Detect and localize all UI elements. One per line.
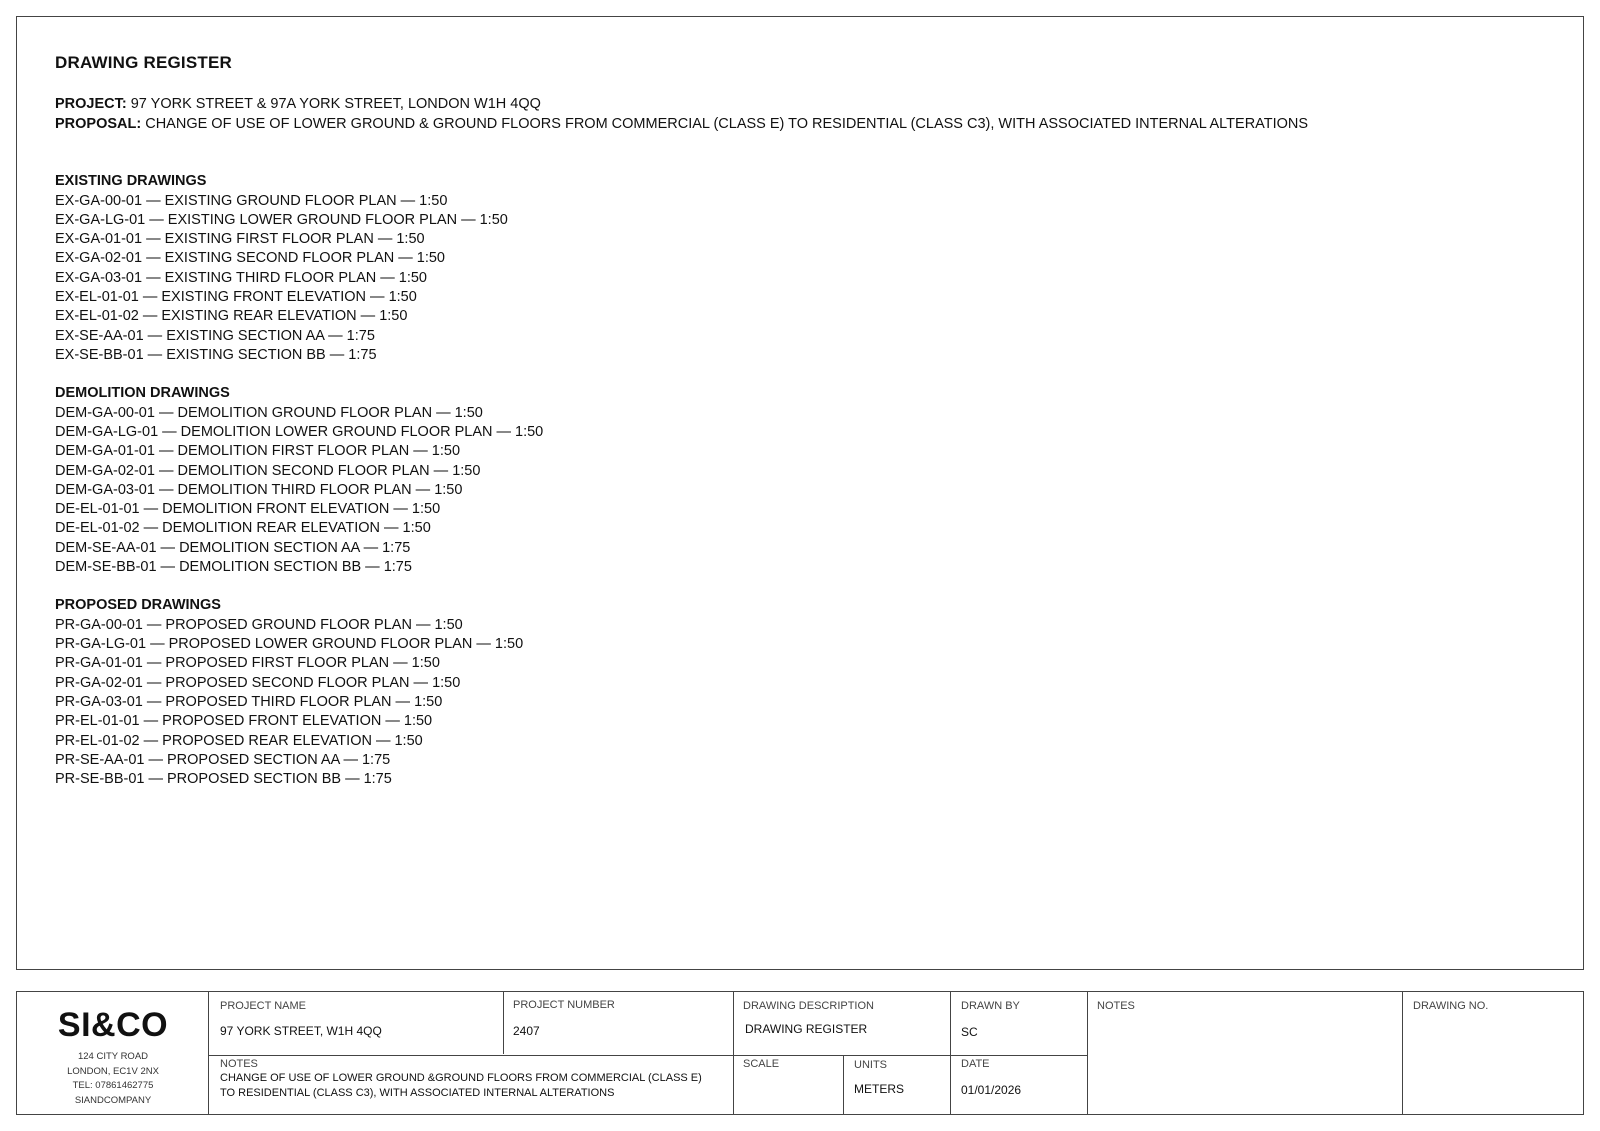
list-item: DE-EL-01-01 — DEMOLITION FRONT ELEVATION — 1:50 xyxy=(55,501,441,518)
company-logo: SI&CO xyxy=(57,1006,169,1044)
list-item: EX-GA-00-01 — EXISTING GROUND FLOOR PLAN — 1:50 xyxy=(55,192,448,209)
list-item: DEM-GA-01-01 — DEMOLITION FIRST FLOOR PLAN — 1:50 xyxy=(55,443,461,460)
list-item: PR-GA-02-01 — PROPOSED SECOND FLOOR PLAN — 1:50 xyxy=(55,674,461,691)
date-label: DATE xyxy=(961,1058,990,1070)
proposal-label: PROPOSAL: xyxy=(55,115,142,132)
drawing-register xyxy=(55,53,1535,809)
drawing-list xyxy=(55,192,1535,366)
address-line: LONDON, EC1V 2NX xyxy=(67,1065,159,1077)
project-name-value: 97 YORK STREET, W1H 4QQ xyxy=(220,1024,382,1038)
project-value: 97 YORK STREET & 97A YORK STREET, LONDON W1H 4QQ xyxy=(126,96,541,112)
project-label: PROJECT: xyxy=(55,96,127,112)
list-item: DEM-GA-03-01 — DEMOLITION THIRD FLOOR PLAN — 1:50 xyxy=(55,481,463,498)
proposal-value: CHANGE OF USE OF LOWER GROUND & GROUND FLOORS FROM COMMERCIAL (CLASS E) TO RESIDENTIAL (CLASS C3), WITH ASSOCIATED INTERNAL ALTERATIONS xyxy=(141,115,1309,132)
section-heading: DEMOLITION DRAWINGS xyxy=(55,385,230,402)
list-item: EX-GA-02-01 — EXISTING SECOND FLOOR PLAN — 1:50 xyxy=(55,250,445,267)
list-item: EX-EL-01-02 — EXISTING REAR ELEVATION — 1:50 xyxy=(55,308,408,325)
project-number-label: PROJECT NUMBER xyxy=(513,999,615,1011)
units-value: METERS xyxy=(854,1082,905,1096)
notes-text xyxy=(220,1071,702,1101)
list-item: DEM-GA-02-01 — DEMOLITION SECOND FLOOR PLAN — 1:50 xyxy=(55,462,481,479)
section-existing xyxy=(55,172,1535,365)
list-item: DE-EL-01-02 — DEMOLITION REAR ELEVATION — 1:50 xyxy=(55,520,431,537)
list-item: EX-EL-01-01 — EXISTING FRONT ELEVATION — 1:50 xyxy=(55,288,417,305)
project-line xyxy=(55,95,1535,115)
list-item: DEM-GA-00-01 — DEMOLITION GROUND FLOOR PLAN — 1:50 xyxy=(55,404,483,421)
drawing-list xyxy=(55,404,1535,578)
divider xyxy=(950,992,951,1114)
list-item: DEM-GA-LG-01 — DEMOLITION LOWER GROUND FLOOR PLAN — 1:50 xyxy=(55,423,544,440)
drawing-list xyxy=(55,616,1535,790)
address-line: TEL: 07861462775 xyxy=(72,1080,154,1091)
scale-label: SCALE xyxy=(743,1058,780,1070)
project-number-value: 2407 xyxy=(513,1024,540,1038)
drawing-no-label: DRAWING NO. xyxy=(1413,1000,1489,1012)
address-line: 124 CITY ROAD xyxy=(77,1051,149,1062)
date-value: 01/01/2026 xyxy=(961,1083,1022,1097)
section-demolition xyxy=(55,384,1535,577)
list-item: PR-GA-00-01 — PROPOSED GROUND FLOOR PLAN — 1:50 xyxy=(55,616,463,633)
list-item: EX-GA-03-01 — EXISTING THIRD FLOOR PLAN — 1:50 xyxy=(55,269,428,286)
section-heading: PROPOSED DRAWINGS xyxy=(55,597,221,614)
drawing-description-value: DRAWING REGISTER xyxy=(745,1022,868,1036)
divider xyxy=(208,1055,1087,1056)
list-item: DEM-SE-AA-01 — DEMOLITION SECTION AA — 1:75 xyxy=(55,539,411,556)
list-item: PR-GA-03-01 — PROPOSED THIRD FLOOR PLAN — 1:50 xyxy=(55,694,443,711)
project-meta xyxy=(55,95,1535,134)
sheet-frame xyxy=(16,16,1584,970)
divider xyxy=(1087,992,1088,1114)
list-item: EX-GA-LG-01 — EXISTING LOWER GROUND FLOOR PLAN — 1:50 xyxy=(55,211,508,228)
proposal-line xyxy=(55,115,1535,135)
section-proposed xyxy=(55,596,1535,789)
notes-line: CHANGE OF USE OF LOWER GROUND &GROUND FLOORS FROM COMMERCIAL (CLASS E) xyxy=(220,1072,702,1084)
divider xyxy=(503,992,504,1054)
drawn-by-value: SC xyxy=(961,1025,978,1039)
list-item: EX-SE-AA-01 — EXISTING SECTION AA — 1:75 xyxy=(55,327,375,344)
notes-label: NOTES xyxy=(220,1058,258,1070)
drawn-by-label: DRAWN BY xyxy=(961,1000,1020,1012)
list-item: PR-SE-BB-01 — PROPOSED SECTION BB — 1:75 xyxy=(55,771,392,788)
address-line: SIANDCOMPANY xyxy=(74,1094,152,1106)
project-name-label: PROJECT NAME xyxy=(220,1000,306,1012)
divider xyxy=(733,992,734,1114)
divider xyxy=(843,1055,844,1114)
title-block xyxy=(16,991,1584,1115)
list-item: EX-SE-BB-01 — EXISTING SECTION BB — 1:75 xyxy=(55,346,377,363)
list-item: PR-EL-01-02 — PROPOSED REAR ELEVATION — 1:50 xyxy=(55,732,423,749)
list-item: DEM-SE-BB-01 — DEMOLITION SECTION BB — 1:75 xyxy=(55,559,412,576)
company-address xyxy=(17,1050,209,1108)
list-item: PR-GA-LG-01 — PROPOSED LOWER GROUND FLOOR PLAN — 1:50 xyxy=(55,636,524,653)
units-label: UNITS xyxy=(854,1059,887,1071)
page-title: DRAWING REGISTER xyxy=(55,53,232,72)
section-heading: EXISTING DRAWINGS xyxy=(55,173,207,189)
notes-right-label: NOTES xyxy=(1097,1000,1135,1012)
list-item: EX-GA-01-01 — EXISTING FIRST FLOOR PLAN — 1:50 xyxy=(55,231,425,248)
notes-line: TO RESIDENTIAL (CLASS C3), WITH ASSOCIATED INTERNAL ALTERATIONS xyxy=(220,1087,615,1099)
drawing-description-label: DRAWING DESCRIPTION xyxy=(743,1000,874,1012)
list-item: PR-SE-AA-01 — PROPOSED SECTION AA — 1:75 xyxy=(55,751,391,768)
list-item: PR-EL-01-01 — PROPOSED FRONT ELEVATION — 1:50 xyxy=(55,713,433,730)
list-item: PR-GA-01-01 — PROPOSED FIRST FLOOR PLAN — 1:50 xyxy=(55,655,440,672)
divider xyxy=(1402,992,1403,1114)
